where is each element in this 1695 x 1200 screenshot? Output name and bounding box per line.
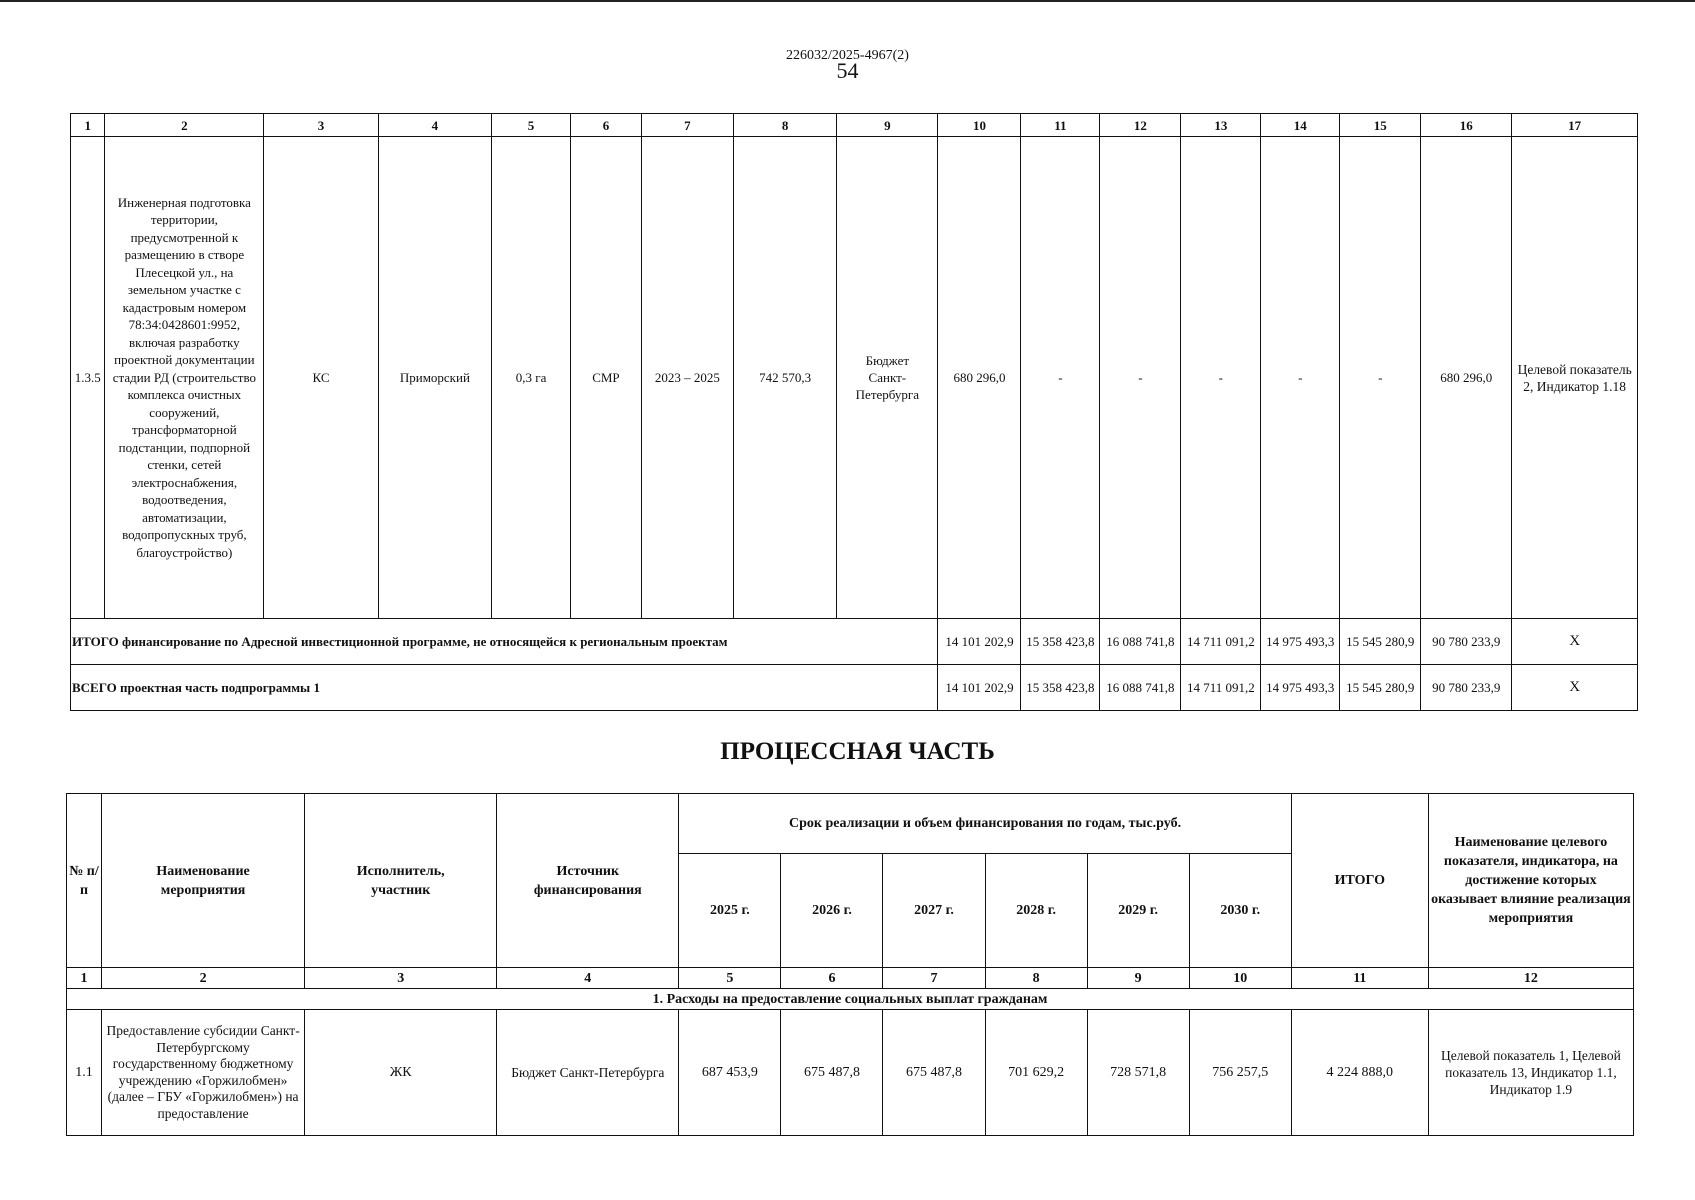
- header-period-group: Срок реализации и объем финансирования по годам, тыс.руб.: [679, 794, 1291, 854]
- column-number: 17: [1512, 114, 1638, 137]
- column-number: 8: [985, 968, 1087, 989]
- project-table: [70, 113, 1638, 711]
- column-number: 2: [102, 968, 305, 989]
- page-number: 54: [836, 58, 859, 83]
- summary-row-grand-total: [71, 665, 1638, 711]
- summary-value: 14 975 493,3: [1261, 619, 1340, 665]
- funding-source: Бюджет Санкт-Петербурга: [837, 137, 938, 619]
- total-value: 4 224 888,0: [1291, 1010, 1428, 1136]
- summary-value: 15 358 423,8: [1021, 665, 1100, 711]
- district: Приморский: [378, 137, 491, 619]
- summary-row-total: [71, 619, 1638, 665]
- column-number: 12: [1428, 968, 1633, 989]
- column-number: 4: [497, 968, 679, 989]
- year-2026-value: -: [1021, 137, 1100, 619]
- header-name: Наименование мероприятия: [102, 794, 305, 968]
- year-value: 701 629,2: [985, 1010, 1087, 1136]
- funding-source: Бюджет Санкт-Петербурга: [497, 1010, 679, 1136]
- section-row: [67, 989, 1634, 1010]
- column-number: 16: [1421, 114, 1512, 137]
- header-indicator: Наименование целевого показателя, индикатора, на достижение которых оказывает влияние реализация мероприятия: [1428, 794, 1633, 968]
- column-number: 10: [1189, 968, 1291, 989]
- year-value: 675 487,8: [781, 1010, 883, 1136]
- summary-value: 14 101 202,9: [938, 619, 1021, 665]
- year-value: 687 453,9: [679, 1010, 781, 1136]
- column-number: 11: [1291, 968, 1428, 989]
- column-number: 6: [571, 114, 642, 137]
- indicator: Целевой показатель 1, Целевой показатель 13, Индикатор 1.1, Индикатор 1.9: [1428, 1010, 1633, 1136]
- column-number: 2: [105, 114, 264, 137]
- summary-mark: Х: [1512, 665, 1638, 711]
- process-table: [66, 793, 1634, 1136]
- document-number: 226032/2025-4967(2): [786, 48, 909, 63]
- year-2025-value: 680 296,0: [938, 137, 1021, 619]
- column-number: 12: [1100, 114, 1181, 137]
- row-number: 1.3.5: [71, 137, 105, 619]
- year-2027-value: -: [1100, 137, 1181, 619]
- column-number: 6: [781, 968, 883, 989]
- column-number-row: [71, 114, 1638, 137]
- column-number: 7: [883, 968, 985, 989]
- header-year: 2025 г.: [679, 854, 781, 968]
- header-row: [67, 794, 1634, 854]
- executor: КС: [264, 137, 378, 619]
- summary-mark: Х: [1512, 619, 1638, 665]
- indicator: Целевой показатель 2, Индикатор 1.18: [1512, 137, 1638, 619]
- column-number: 8: [733, 114, 836, 137]
- header-executor: Исполнитель, участник: [305, 794, 497, 968]
- summary-value: 14 711 091,2: [1181, 665, 1261, 711]
- executor: ЖК: [305, 1010, 497, 1136]
- header-year: 2029 г.: [1087, 854, 1189, 968]
- summary-value: 16 088 741,8: [1100, 665, 1181, 711]
- column-number: 14: [1261, 114, 1340, 137]
- column-number: 1: [71, 114, 105, 137]
- summary-value: 15 358 423,8: [1021, 619, 1100, 665]
- work-type: СМР: [571, 137, 642, 619]
- column-number: 4: [378, 114, 491, 137]
- column-number: 5: [679, 968, 781, 989]
- header-year: 2027 г.: [883, 854, 985, 968]
- summary-value: 14 711 091,2: [1181, 619, 1261, 665]
- column-number: 3: [264, 114, 378, 137]
- column-number-row: [67, 968, 1634, 989]
- header-year: 2030 г.: [1189, 854, 1291, 968]
- year-2028-value: -: [1181, 137, 1261, 619]
- column-number: 9: [837, 114, 938, 137]
- period: 2023 – 2025: [641, 137, 733, 619]
- summary-value: 15 545 280,9: [1340, 619, 1421, 665]
- header-source: Источник финансирования: [497, 794, 679, 968]
- column-number: 9: [1087, 968, 1189, 989]
- summary-value: 16 088 741,8: [1100, 619, 1181, 665]
- header-num: № п/п: [67, 794, 102, 968]
- column-number: 3: [305, 968, 497, 989]
- summary-label: ВСЕГО проектная часть подпрограммы 1: [71, 665, 938, 711]
- measure-name: Инженерная подготовка территории, предусмотренной к размещению в створе Плесецкой ул., на земельном участке с кадастровым номером 78:34:0428601:9952, включая разработку проектной документации стадии РД (строительство комплекса очистных сооружений, трансформаторной подстанции, подпорной стенки, сетей электроснабжения, водоотведения, автоматизации, водопропускных труб, благоустройство): [105, 137, 264, 619]
- table-row: [67, 1010, 1634, 1136]
- top-border-line: [0, 0, 1695, 2]
- column-number: 1: [67, 968, 102, 989]
- header-total: ИТОГО: [1291, 794, 1428, 968]
- column-number: 11: [1021, 114, 1100, 137]
- year-value: 756 257,5: [1189, 1010, 1291, 1136]
- header-year: 2028 г.: [985, 854, 1087, 968]
- year-value: 728 571,8: [1087, 1010, 1189, 1136]
- year-2029-value: -: [1261, 137, 1340, 619]
- column-number: 5: [492, 114, 571, 137]
- column-number: 7: [641, 114, 733, 137]
- section-title: ПРОЦЕССНАЯ ЧАСТЬ: [720, 738, 995, 765]
- header-year: 2026 г.: [781, 854, 883, 968]
- column-number: 15: [1340, 114, 1421, 137]
- section-heading: 1. Расходы на предоставление социальных выплат гражданам: [67, 989, 1634, 1010]
- summary-value: 15 545 280,9: [1340, 665, 1421, 711]
- column-number: 13: [1181, 114, 1261, 137]
- year-2030-value: -: [1340, 137, 1421, 619]
- summary-label: ИТОГО финансирование по Адресной инвестиционной программе, не относящейся к региональным проектам: [71, 619, 938, 665]
- measure-name: Предоставление субсидии Санкт-Петербургскому государственному бюджетному учреждению «Горжилобмен» (далее – ГБУ «Горжилобмен») на предоставление: [102, 1010, 305, 1136]
- column-number: 10: [938, 114, 1021, 137]
- total-value: 680 296,0: [1421, 137, 1512, 619]
- summary-value: 14 975 493,3: [1261, 665, 1340, 711]
- cost: 742 570,3: [733, 137, 836, 619]
- area: 0,3 га: [492, 137, 571, 619]
- summary-value: 90 780 233,9: [1421, 619, 1512, 665]
- year-value: 675 487,8: [883, 1010, 985, 1136]
- table-row: [71, 137, 1638, 619]
- row-number: 1.1: [67, 1010, 102, 1136]
- summary-value: 14 101 202,9: [938, 665, 1021, 711]
- summary-value: 90 780 233,9: [1421, 665, 1512, 711]
